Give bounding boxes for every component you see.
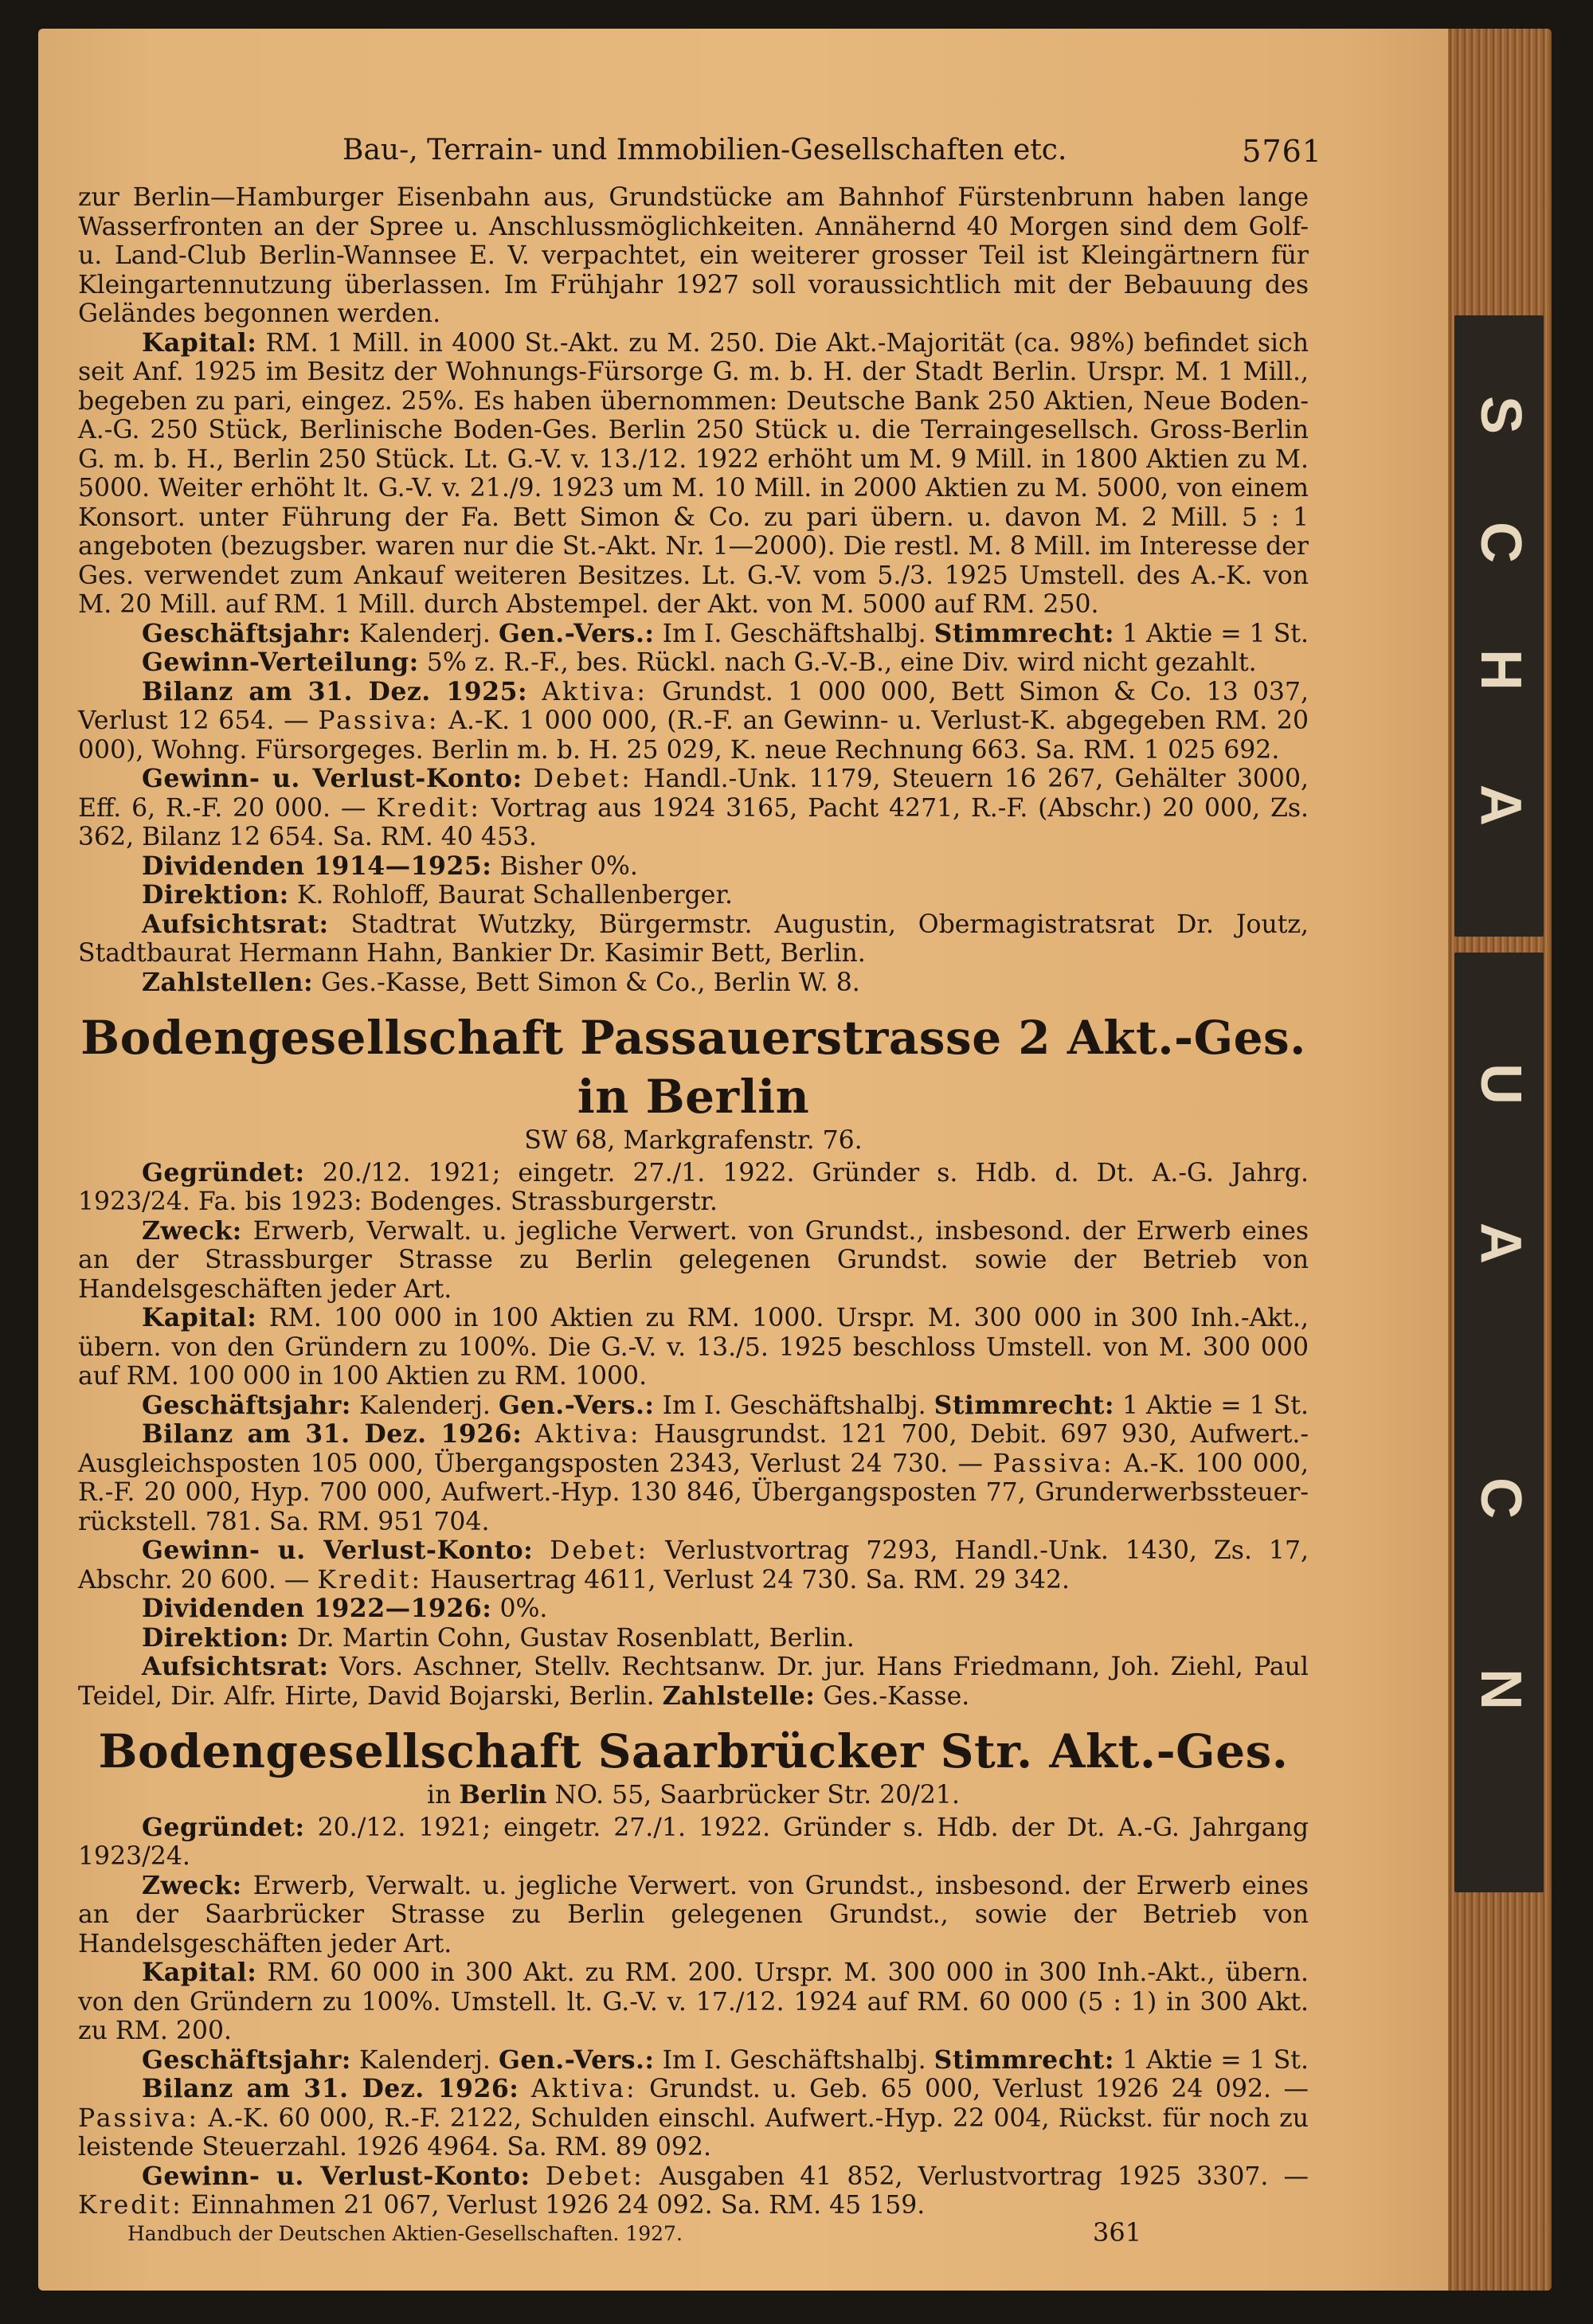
field-label: Kapital:: [142, 327, 257, 358]
field-text: 20./12. 1921; eingetr. 27./1. 1922. Gründer s. Hdb. d. Dt. A.-G. Jahrg. 1923/24. Fa. bis 1923: Bodenges. Strassburgerstr.: [78, 1158, 1309, 1216]
field-text: Hausgrundst. 121 700, Debit. 697 930, Aufwert.-Ausgleichsposten 105 000, Übergangsposten 2343, Verlust 24 730. —: [78, 1420, 1309, 1478]
text-column: [78, 183, 1309, 2220]
field-text: Ges.-Kasse.: [823, 1681, 970, 1711]
profit-loss-paragraph: [78, 765, 1309, 852]
field-text: Im I. Geschäftshalbj.: [662, 619, 926, 648]
field-text: Handl.-Unk. 1179, Steuern 16 267, Gehälter 3000, Eff. 6, R.-F. 20 000. —: [78, 765, 1309, 823]
field-label: Stimmrecht:: [933, 1390, 1114, 1420]
field-text: RM. 100 000 in 100 Aktien zu RM. 1000. Urspr. M. 300 000 in 300 Inh.-Akt., übern. von den Gründern zu 100%. Die G.-V. v. 13./5. 1925 beschloss Umstell. von M. 300 000 auf RM. 100 000 in 100 Aktien zu RM. 1000.: [78, 1304, 1309, 1391]
field-text: 1 Aktie = 1 St.: [1121, 2045, 1309, 2075]
field-label: Stimmrecht:: [933, 2044, 1114, 2075]
field-label: Gewinn- u. Verlust-Konto:: [142, 1536, 534, 1565]
field-label: Zweck:: [142, 1215, 242, 1246]
field-label: Bilanz am 31. Dez. 1926:: [142, 2074, 519, 2103]
field-label: Stimmrecht:: [933, 618, 1114, 648]
fiscal-year-line: [78, 620, 1309, 649]
field-text: Vortrag aus 1924 3165, Pacht 4271, R.-F. (Abschr.) 20 000, Zs. 362, Bilanz 12 654. Sa. RM. 40 453.: [78, 793, 1309, 851]
thumb-letter: H: [1469, 649, 1532, 691]
field-text: 5% z. R.-F., bes. Rückl. nach G.-V.-B., eine Div. wird nicht gezahlt.: [426, 648, 1257, 677]
company-title: Bodengesellschaft Passauerstrasse 2 Akt.-Ges. in Berlin: [80, 1011, 1306, 1124]
field-label: Direktion:: [142, 1622, 289, 1653]
thumb-letter: A: [1469, 784, 1532, 826]
running-title: Bau-, Terrain- und Immobilien-Gesellschaften etc.: [342, 134, 1067, 166]
field-text: Ges.-Kasse, Bett Simon & Co., Berlin W. 8.: [321, 968, 860, 997]
field-text: Grundst. u. Geb. 65 000, Verlust 1926 24 092. —: [649, 2075, 1309, 2103]
field-text: Kalenderj.: [358, 1391, 491, 1420]
thumb-letter: N: [1469, 1669, 1532, 1710]
field-label: Gen.-Vers.:: [498, 1390, 655, 1420]
field-label: Zahlstelle:: [662, 1680, 816, 1711]
field-sublabel: Kredit:: [317, 1565, 423, 1594]
thumb-letter: C: [1469, 1477, 1532, 1519]
field-sublabel: Debet:: [545, 2162, 644, 2191]
field-text: 1 Aktie = 1 St.: [1121, 1391, 1309, 1420]
field-text: Vors. Aschner, Stellv. Rechtsanw. Dr. jur. Hans Friedmann, Joh. Ziehl, Paul Teidel, Dir. Alfr. Hirte, David Bojarski, Berlin.: [78, 1653, 1309, 1711]
field-sublabel: Debet:: [533, 765, 632, 793]
company-address: SW 68, Markgrafenstr. 76.: [524, 1126, 863, 1155]
field-label: Zahlstellen:: [142, 967, 314, 997]
field-label: Gen.-Vers.:: [498, 2044, 655, 2075]
field-sublabel: Aktiva:: [534, 1420, 641, 1449]
field-label: Gewinn- u. Verlust-Konto:: [142, 2161, 530, 2191]
field-label: Zweck:: [142, 1870, 242, 1900]
field-label: Gewinn- u. Verlust-Konto:: [142, 764, 523, 793]
purpose-paragraph: [78, 1872, 1309, 1959]
field-text: Erwerb, Verwalt. u. jegliche Verwert. von Grundst., insbesond. der Erwerb eines an der Saarbrücker Strasse zu Berlin gelegenen Grundst., sowie der Betrieb von Handelsgeschäften jeder Art.: [78, 1871, 1309, 1958]
field-sublabel: Passiva:: [318, 706, 440, 735]
field-sublabel: Aktiva:: [542, 677, 648, 706]
intro-paragraph: zur Berlin—Hamburger Eisenbahn aus, Grundstücke am Bahnhof Fürstenbrunn haben lange Wasserfronten an der Spree u. Anschlussmöglichkeiten. Annähernd 40 Morgen sind dem Golf- u. Land-Club Berlin-Wannsee E. V. verpachtet, ein weiterer grosser Teil ist Kleingärtnern für Kleingartennutzung überlassen. Im Frühjahr 1927 soll voraussichtlich mit der Bebauung des Geländes begonnen werden.: [78, 183, 1309, 328]
field-label: Kapital:: [142, 1303, 257, 1332]
thumb-letter: S: [1469, 395, 1532, 435]
field-label: Kapital:: [142, 1958, 257, 1987]
field-label: Bilanz am 31. Dez. 1926:: [142, 1419, 523, 1449]
field-label: Aufsichtsrat:: [142, 1652, 329, 1681]
dividends-line: [78, 1594, 1309, 1624]
profit-loss-paragraph: [78, 1536, 1309, 1594]
capital-paragraph: [78, 1958, 1309, 2046]
field-text: Kalenderj.: [358, 619, 491, 648]
field-text: A.-K. 60 000, R.-F. 2122, Schulden einschl. Aufwert.-Hyp. 22 004, Rückst. für noch zu leistende Steuerzahl. 1926 4964. Sa. RM. 89 092.: [78, 2103, 1309, 2162]
field-label: Dividenden 1914—1925:: [142, 851, 492, 881]
field-text: Verlustvortrag 7293, Handl.-Unk. 1430, Zs. 17, Abschr. 20 600. —: [78, 1536, 1309, 1594]
field-sublabel: Passiva:: [78, 2103, 200, 2133]
field-text: Im I. Geschäftshalbj.: [662, 2045, 926, 2075]
field-sublabel: Kredit:: [78, 2191, 183, 2220]
field-text: A.-K. 100 000, R.-F. 20 000, Hyp. 700 000, Aufwert.-Hyp. 130 846, Übergangsposten 77, Grunderwerbssteuer-rückstell. 781. Sa. RM. 951 704.: [78, 1449, 1309, 1536]
field-sublabel: Debet:: [550, 1536, 649, 1565]
field-text: Bisher 0%.: [499, 851, 638, 881]
founded-paragraph: [78, 1813, 1309, 1872]
address-street: NO. 55, Saarbrücker Str. 20/21.: [554, 1781, 960, 1810]
thumb-letter: C: [1469, 522, 1532, 563]
field-label: Dividenden 1922—1926:: [142, 1594, 492, 1623]
paying-agents-line: [78, 968, 1309, 998]
field-text: A.-K. 1 000 000, (R.-F. an Gewinn- u. Verlust-K. abgegeben RM. 20 000), Wohng. Fürsorgeges. Berlin m. b. H. 25 029, K. neue Rechnung 663. Sa. RM. 1 025 692.: [78, 706, 1309, 765]
running-header: [342, 134, 1322, 167]
directors-line: [78, 1624, 1309, 1653]
field-label: Geschäftsjahr:: [142, 2044, 351, 2075]
field-sublabel: Passiva:: [992, 1449, 1114, 1478]
field-label: Gegründet:: [142, 1812, 305, 1842]
field-label: Aufsichtsrat:: [142, 909, 329, 939]
profit-distribution-line: [78, 648, 1309, 678]
balance-sheet-paragraph: [78, 678, 1309, 765]
field-text: Ausgaben 41 852, Verlustvortrag 1925 3307. —: [659, 2162, 1309, 2191]
field-label: Gewinn-Verteilung:: [142, 648, 419, 677]
footer-sheet-number: 361: [1093, 2217, 1142, 2248]
capital-paragraph: [78, 1304, 1309, 1391]
field-label: Bilanz am 31. Dez. 1925:: [142, 676, 528, 706]
address-prefix: in: [427, 1781, 452, 1810]
supervisory-board-paragraph: [78, 1653, 1309, 1711]
company-title: Bodengesellschaft Saarbrücker Str. Akt.-Ges.: [98, 1724, 1289, 1778]
field-text: 20./12. 1921; eingetr. 27./1. 1922. Gründer s. Hdb. der Dt. A.-G. Jahrgang 1923/24.: [78, 1813, 1309, 1871]
thumb-letter: A: [1469, 1223, 1532, 1264]
field-text: 0%.: [499, 1594, 548, 1623]
page-footer: [127, 2217, 1163, 2256]
field-text: Erwerb, Verwalt. u. jegliche Verwert. von Grundst., insbesond. der Erwerb eines an der Strassburger Strasse zu Berlin gelegenen Grundst. sowie der Betrieb von Handelsgeschäften jeder Art.: [78, 1216, 1309, 1304]
page-edge-thumb-index: [1448, 29, 1552, 2291]
field-text: RM. 60 000 in 300 Akt. zu RM. 200. Urspr. M. 300 000 in 300 Inh.-Akt., übern. von den Gründern zu 100%. Umstell. lt. G.-V. v. 17./12. 1924 auf RM. 60 000 (5 : 1) in 300 Akt. zu RM. 200.: [78, 1958, 1309, 2045]
company-address: [78, 1781, 1309, 1810]
field-label: Gegründet:: [142, 1157, 305, 1187]
founded-paragraph: [78, 1159, 1309, 1217]
directors-line: [78, 881, 1309, 910]
field-text: Dr. Martin Cohn, Gustav Rosenblatt, Berlin.: [296, 1623, 855, 1653]
field-sublabel: Aktiva:: [530, 2075, 637, 2103]
field-text: Grundst. 1 000 000, Bett Simon & Co. 13 037, Verlust 12 654. —: [78, 677, 1309, 735]
field-sublabel: Kredit:: [376, 793, 481, 823]
purpose-paragraph: [78, 1217, 1309, 1305]
field-label: Geschäftsjahr:: [142, 1390, 351, 1420]
balance-sheet-paragraph: [78, 2075, 1309, 2162]
field-text: Einnahmen 21 067, Verlust 1926 24 092. Sa. RM. 45 159.: [190, 2191, 926, 2220]
field-text: RM. 1 Mill. in 4000 St.-Akt. zu M. 250. Die Akt.-Majorität (ca. 98%) befindet sich seit Anf. 1925 im Besitz der Wohnungs-Fürsorge G. m. b. H. der Stadt Berlin. Urspr. M. 1 Mill., begeben zu pari, eingez. 25%. Es haben übernommen: Deutsche Bank 250 Aktien, Neue Boden-A.-G. 250 Stück, Berlinische Boden-Ges. Berlin 250 Stück u. die Terraingesellsch. Gross-Berlin G. m. b. H., Berlin 250 Stück. Lt. G.-V. v. 13./12. 1922 erhöht um M. 9 Mill. in 1800 Aktien zu M. 5000. Weiter erhöht lt. G.-V. v. 21./9. 1923 um M. 10 Mill. in 2000 Aktien zu M. 5000, von einem Konsort. unter Führung der Fa. Bett Simon & Co. zu pari übern. u. davon M. 2 Mill. 5 : 1 angeboten (bezugsber. waren nur die St.-Akt. Nr. 1—2000). Die restl. M. 8 Mill. im Interesse der Ges. verwendet zum Ankauf weiteren Besitzes. Lt. G.-V. vom 5./3. 1925 Umstell. des A.-K. von M. 20 Mill. auf RM. 1 Mill. durch Abstempel. der Akt. von M. 5000 auf RM. 250.: [78, 328, 1309, 619]
page-number: 5761: [1242, 134, 1322, 169]
capital-paragraph: [78, 329, 1309, 620]
field-label: Direktion:: [142, 880, 289, 910]
footer-source: Handbuch der Deutschen Aktien-Gesellschaften. 1927.: [127, 2222, 683, 2245]
balance-sheet-paragraph: [78, 1420, 1309, 1536]
field-label: Gen.-Vers.:: [498, 618, 655, 648]
supervisory-board-paragraph: [78, 910, 1309, 968]
fiscal-year-line: [78, 1391, 1309, 1421]
address-city: Berlin: [459, 1780, 547, 1810]
fiscal-year-line: [78, 2046, 1309, 2076]
field-text: Hausertrag 4611, Verlust 24 730. Sa. RM. 29 342.: [430, 1565, 1070, 1594]
profit-loss-paragraph: [78, 2162, 1309, 2220]
field-text: Im I. Geschäftshalbj.: [662, 1391, 926, 1420]
field-text: K. Rohloff, Baurat Schallenberger.: [296, 881, 734, 910]
field-text: Kalenderj.: [358, 2045, 491, 2075]
field-label: Geschäftsjahr:: [142, 618, 351, 648]
field-text: 1 Aktie = 1 St.: [1121, 619, 1309, 648]
thumb-letter: U: [1469, 1063, 1532, 1105]
field-text: Stadtrat Wutzky, Bürgermstr. Augustin, Obermagistratsrat Dr. Joutz, Stadtbaurat Hermann Hahn, Bankier Dr. Kasimir Bett, Berlin.: [78, 910, 1309, 968]
dividends-line: [78, 852, 1309, 882]
